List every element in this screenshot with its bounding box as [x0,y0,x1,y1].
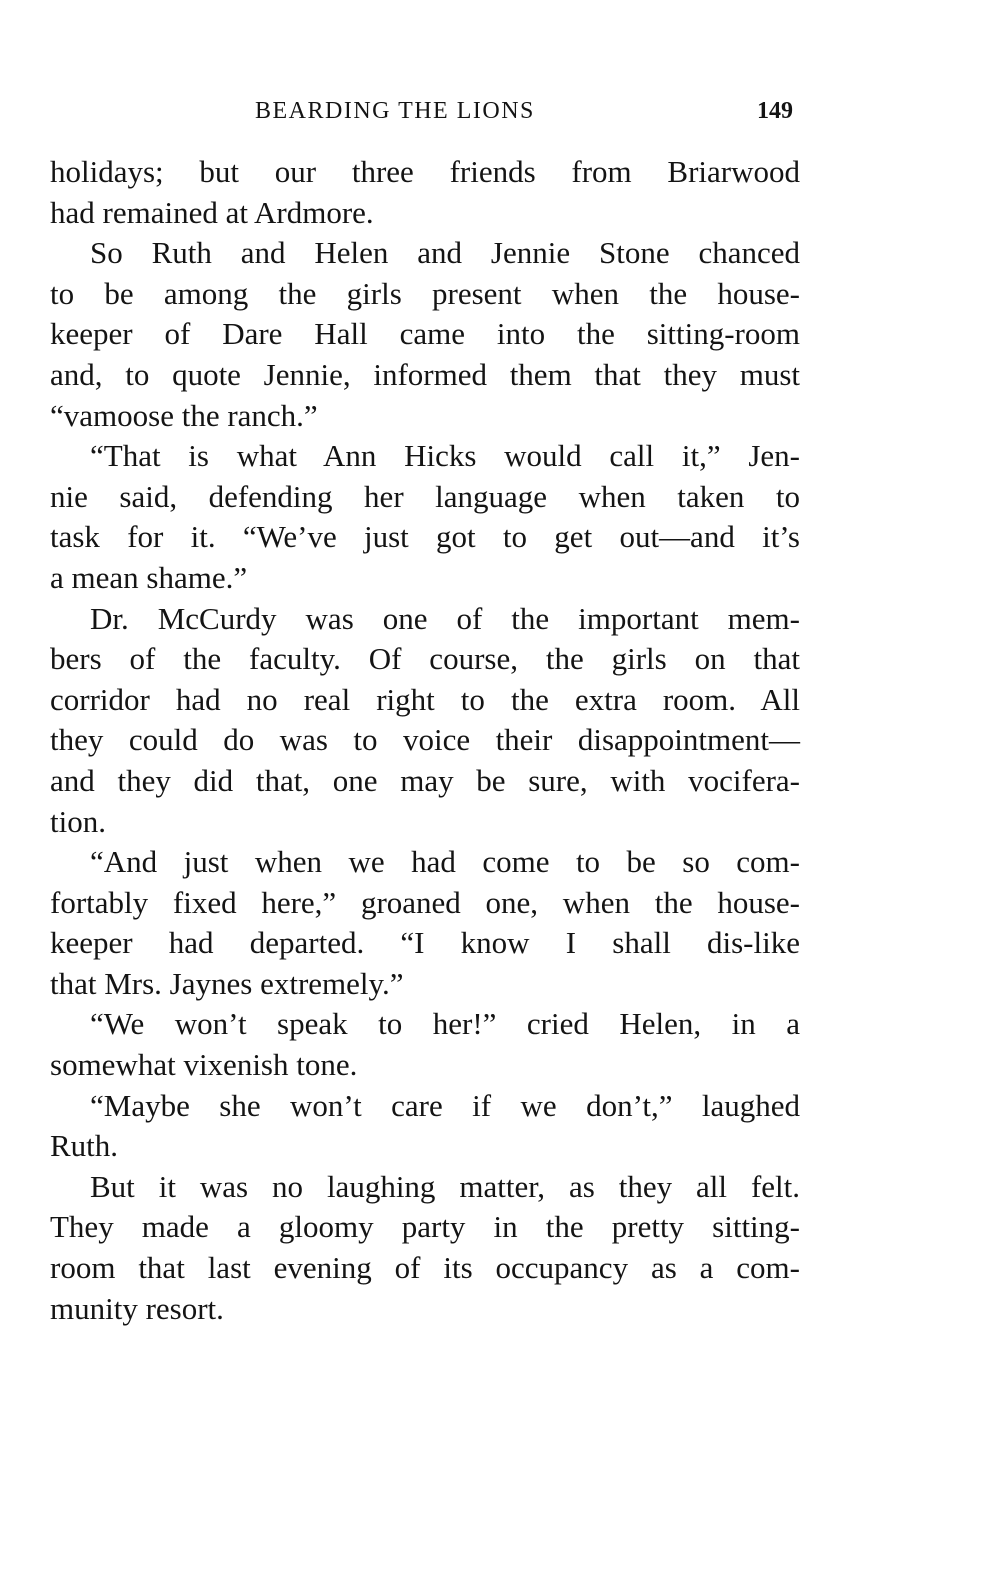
text-line: that Mrs. Jaynes extremely.” [50,965,404,1001]
text-line: munity resort. [50,1290,224,1326]
text-line: “We won’t speak to her!” cried Helen, in a [90,1006,800,1042]
text-line: task for it. “We’ve just got to get out—and it’s [50,519,800,555]
text-line: and, to quote Jennie, informed them that they must [50,356,800,392]
text-line: keeper had departed. “I know I shall dis-like [50,925,800,961]
text-line: bers of the faculty. Of course, the girls on that [50,641,800,677]
running-title: BEARDING THE LIONS [255,98,535,124]
text-line: Ruth. [50,1128,119,1164]
text-line: So Ruth and Helen and Jennie Stone chanced [90,235,800,271]
running-head [0,98,999,134]
text-line: “That is what Ann Hicks would call it,” Jen- [90,438,800,474]
text-line: “Maybe she won’t care if we don’t,” laughed [90,1087,800,1123]
text-line: nie said, defending her language when taken to [50,478,800,514]
text-line: They made a gloomy party in the pretty sitting- [50,1209,800,1245]
text-line: room that last evening of its occupancy as a com- [50,1250,800,1286]
text-line: But it was no laughing matter, as they all felt. [90,1168,800,1204]
text-line: and they did that, one may be sure, with vocifera- [50,762,800,798]
text-line: holidays; but our three friends from Briarwood [50,154,800,189]
text-line: a mean shame.” [50,559,248,595]
text-line: they could do was to voice their disappointment— [50,722,800,758]
text-line: “vamoose the ranch.” [50,397,318,433]
text-line: somewhat vixenish tone. [50,1047,358,1083]
text-line: fortably fixed here,” groaned one, when the house- [50,884,800,920]
text-line: corridor had no real right to the extra room. All [50,681,800,717]
text-line: Dr. McCurdy was one of the important mem- [90,600,800,636]
text-line: had remained at Ardmore. [50,194,374,230]
page-number: 149 [757,98,793,124]
body-text [50,152,800,1329]
text-line: keeper of Dare Hall came into the sitting-room [50,316,800,352]
text-line: “And just when we had come to be so com- [90,844,800,880]
text-line: to be among the girls present when the house- [50,275,800,311]
text-line: tion. [50,803,106,839]
